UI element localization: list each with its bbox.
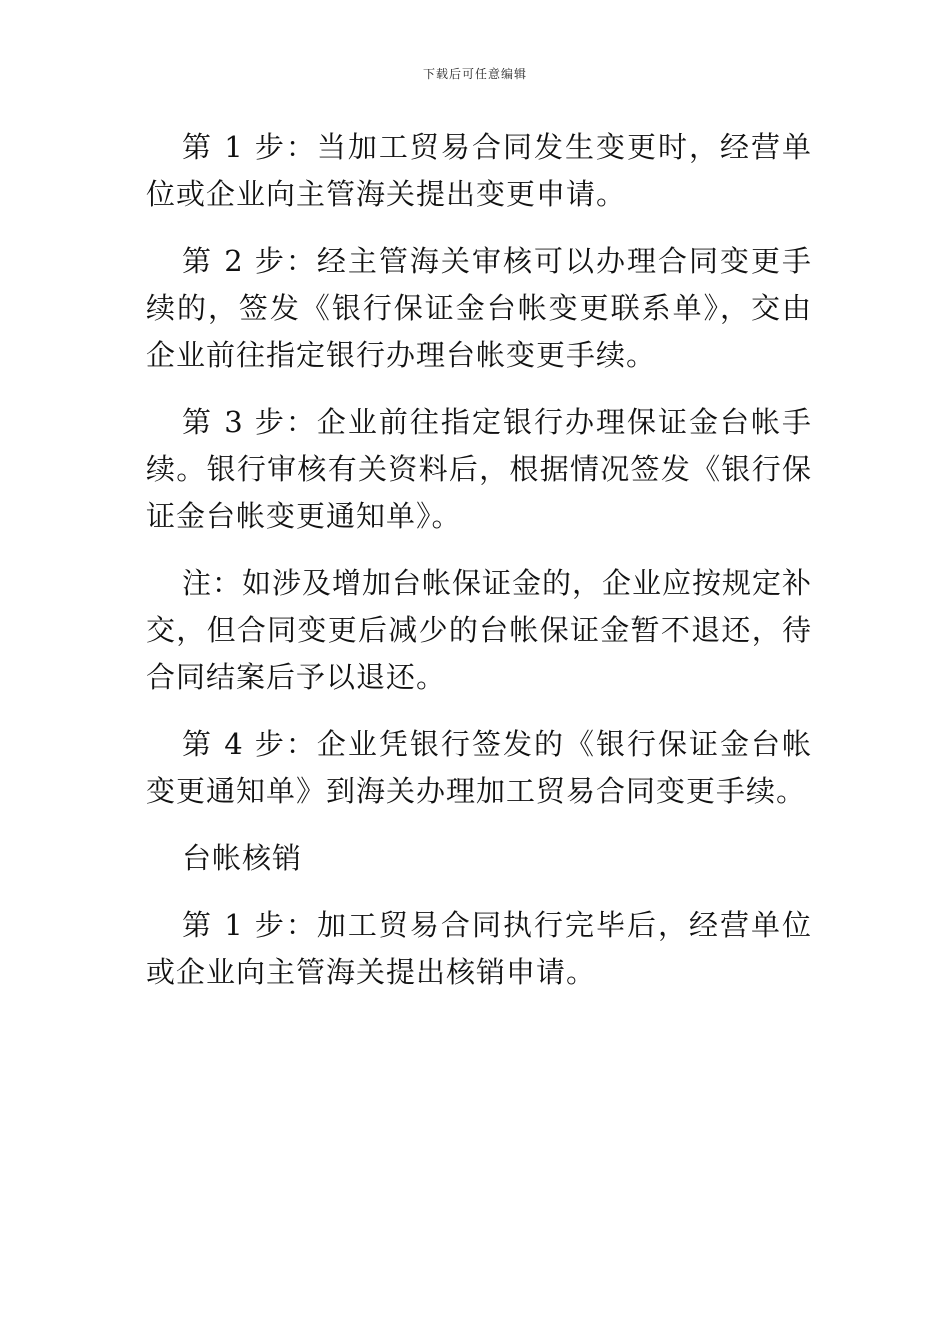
paragraph-step2-change: 第 2 步：经主管海关审核可以办理合同变更手续的，签发《银行保证金台帐变更联系单》，交由企业前往指定银行办理台帐变更手续。 (146, 244, 812, 372)
section-heading-ledger-verification: 台帐核销 (182, 841, 303, 875)
document-body (146, 124, 812, 1016)
page-header: 下载后可任意编辑 (422, 67, 527, 81)
paragraph-note: 注：如涉及增加台帐保证金的，企业应按规定补交，但合同变更后减少的台帐保证金暂不退还，待合同结案后予以退还。 (146, 566, 813, 694)
paragraph-step4-change: 第 4 步：企业凭银行签发的《银行保证金台帐变更通知单》到海关办理加工贸易合同变更手续。 (146, 727, 812, 808)
paragraph-step1-verification: 第 1 步：加工贸易合同执行完毕后，经营单位或企业向主管海关提出核销申请。 (146, 908, 812, 989)
paragraph-step3-change: 第 3 步：企业前往指定银行办理保证金台帐手续。银行审核有关资料后，根据情况签发《银行保证金台帐变更通知单》。 (146, 405, 812, 533)
paragraph-step1-change: 第 1 步：当加工贸易合同发生变更时，经营单位或企业向主管海关提出变更申请。 (146, 130, 812, 211)
